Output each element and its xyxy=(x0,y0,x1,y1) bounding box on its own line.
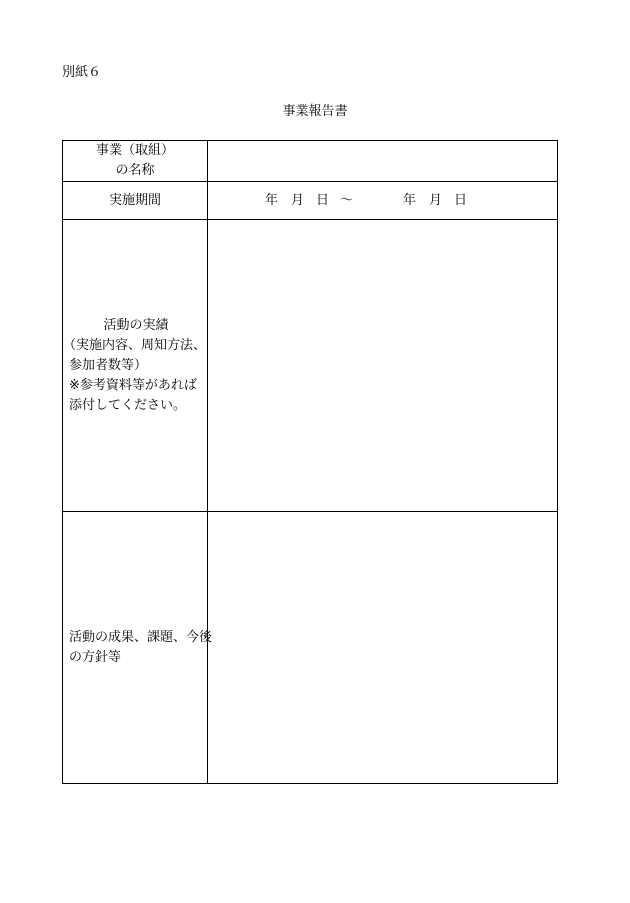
period-label xyxy=(63,182,208,220)
outcomes-label xyxy=(63,512,213,784)
period-value[interactable] xyxy=(208,182,558,220)
activity-results-label-line3: 参加者数等） xyxy=(69,357,148,373)
activity-results-value[interactable] xyxy=(208,220,558,512)
start-month-label: 月 xyxy=(291,192,305,208)
outcomes-label-line1: 活動の成果、課題、今後 xyxy=(69,629,213,645)
row-activity-results xyxy=(63,220,558,512)
document-title: 事業報告書 xyxy=(282,104,348,119)
period-label-text: 実施期間 xyxy=(108,192,161,208)
row-project-name xyxy=(63,141,558,182)
period-separator: ～ xyxy=(340,192,354,208)
start-day-label: 日 xyxy=(316,192,330,208)
report-table xyxy=(62,140,558,784)
activity-results-label-line5: 添付してください。 xyxy=(69,397,187,413)
project-name-value[interactable] xyxy=(208,141,558,182)
activity-results-label xyxy=(63,220,208,512)
end-month-label: 月 xyxy=(429,192,443,208)
end-day-label: 日 xyxy=(454,192,468,208)
project-name-label xyxy=(63,141,208,182)
end-year-label: 年 xyxy=(403,192,417,208)
start-year-label: 年 xyxy=(265,192,279,208)
activity-results-label-line2: （実施内容、周知方法、 xyxy=(63,337,207,353)
outcomes-value[interactable] xyxy=(208,512,558,784)
activity-results-label-line1: 活動の実績 xyxy=(103,317,169,333)
attachment-label: 別紙６ xyxy=(62,65,102,80)
row-period xyxy=(63,182,558,220)
outcomes-label-line2: の方針等 xyxy=(69,649,122,665)
activity-results-label-line4: ※参考資料等があれば xyxy=(69,377,197,393)
project-name-label-line2: の名称 xyxy=(115,163,155,178)
row-outcomes xyxy=(63,512,558,784)
project-name-label-line1: 事業（取組） xyxy=(95,143,174,158)
